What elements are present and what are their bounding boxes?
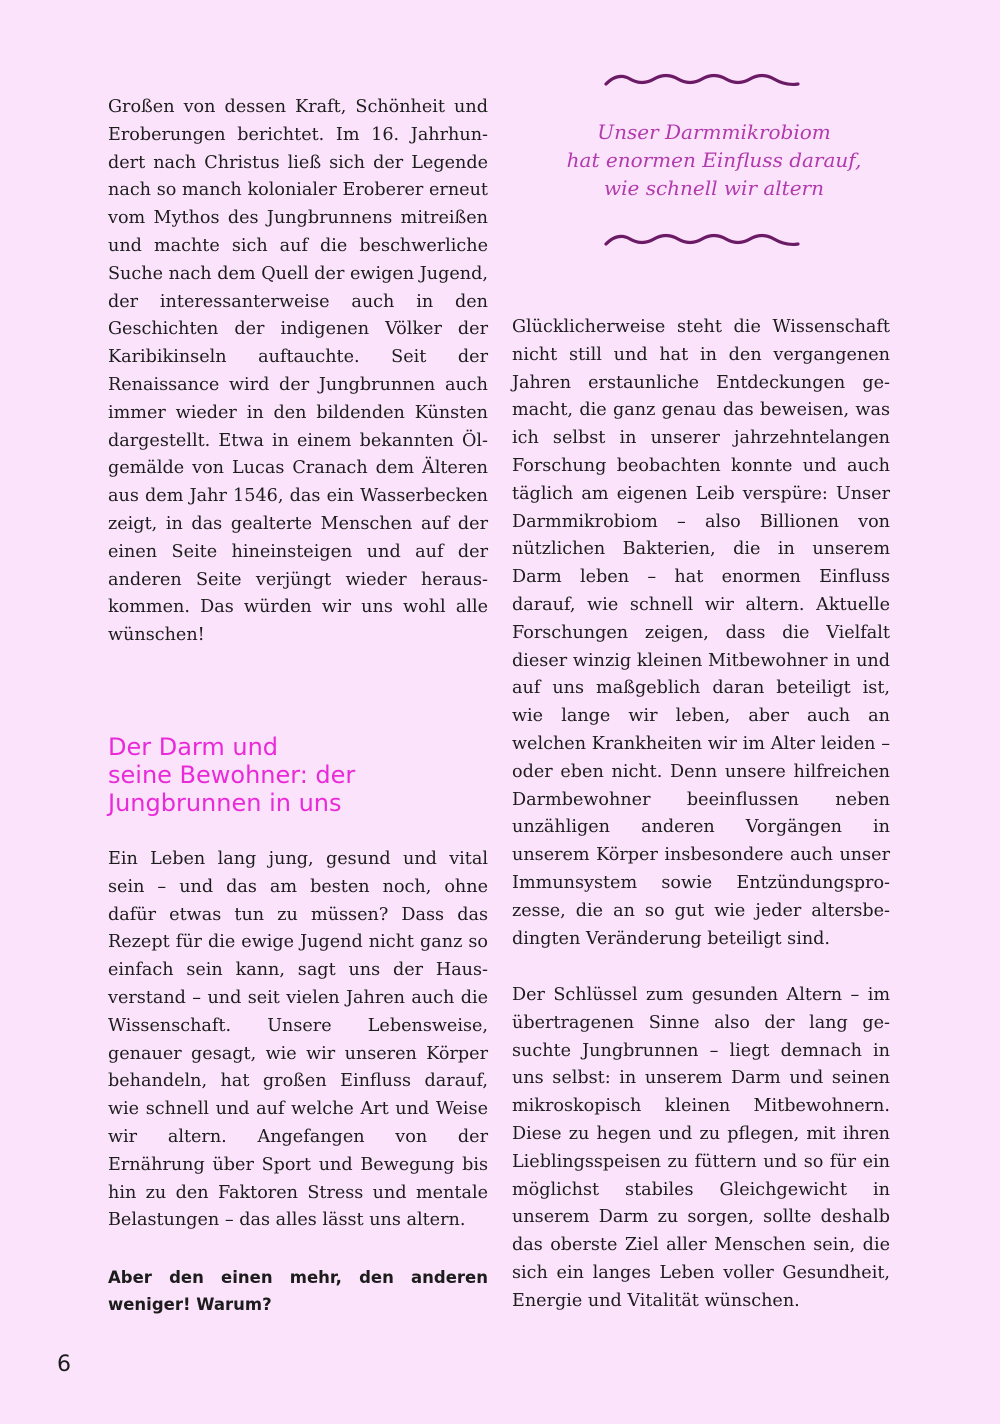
heading-line-2: seine Bewohner: der [108,761,356,789]
section-heading [108,733,488,817]
paragraph-microbiome-research: Glücklicherweise steht die Wissenschaft nicht still und hat in den vergangenen Jahren erstaunliche Entdeckungen gemacht, die ganz genau das beweisen, was ich selbst in unserer jahrzehntelangen Forschung beobachten konnte und auch täglich am eigenen Leib verspüre: Unser Darmmikrobiom – also Billionen von nützlichen Bakterien, die in unserem Darm leben – hat enormen Einfluss darauf, wie schnell wir altern. Aktuelle Forschungen zeigen, dass die Vielfalt dieser winzig kleinen Mitbewohner in und auf uns maßgeblich daran beteiligt ist, wie lange wir leben, aber auch an welchen Krankheiten wir im Alter leiden – oder eben nicht. Denn unsere hilfreichen Darmbewohner beeinflussen neben unzähligen anderen Vorgängen in unserem Körper insbesondere auch unser Immunsystem sowie Entzündungsprozesse, die an so gut wie jeder altersbedingten Veränderung beteiligt sind. [512,317,890,949]
paragraph-key-to-healthy-aging: Der Schlüssel zum gesunden Altern – im übertragenen Sinne also der lang gesuchte Jungbrunnen – liegt demnach in uns selbst: in unserem Darm und seinen mikroskopisch kleinen Mitbewohnern. Diese zu hegen und zu pflegen, mit ihren Lieblingsspeisen zu füttern und so für ein möglichst stabiles Gleichgewicht in unserem Darm zu sorgen, sollte deshalb das oberste Ziel aller Menschen sein, die sich ein langes Leben voller Gesundheit, Energie und Vitalität wünschen. [512,985,890,1311]
heading-line-1: Der Darm und [108,733,279,761]
pull-quote [512,118,916,202]
lead-question: Aber den einen mehr, den anderen weniger! Warum? [108,1268,488,1314]
heading-line-3: Jungbrunnen in uns [108,789,342,817]
paragraph-jungbrunnen-history: Großen von dessen Kraft, Schönheit und Eroberungen berichtet. Im 16. Jahrhundert nach Christus ließ sich der Legende nach so manch kolonialer Eroberer erneut vom Mythos des Jungbrunnens mitreißen und machte sich auf die beschwerliche Suche nach dem Quell der ewigen Jugend, der interessanterweise auch in den Geschichten der indigenen Völker der Karibikinseln auftauchte. Seit der Renaissance wird der Jungbrunnen auch immer wieder in den bildenden Künsten dargestellt. Etwa in einem bekannten Ölgemälde von Lucas Cranach dem Älteren aus dem Jahr 1546, das ein Wasserbecken zeigt, in das gealterte Menschen auf der einen Seite hineinsteigen und auf der anderen Seite verjüngt wieder herauskommen. Das würden wir uns wohl alle wünschen! [108,97,488,646]
quote-line-3: wie schnell wir altern [604,176,824,200]
paragraph-lifestyle-aging: Ein Leben lang jung, gesund und vital sein – und das am besten noch, ohne dafür etwas tun zu müssen? Dass das Rezept für die ewige Jugend nicht ganz so einfach sein kann, sagt uns der Hausverstand – und seit vielen Jahren auch die Wissenschaft. Unsere Lebensweise, genauer gesagt, wie wir unseren Körper behandeln, hat großen Einfluss darauf, wie schnell und auf welche Art und Weise wir altern. Angefangen von der Ernährung über Sport und Bewegung bis hin zu den Faktoren Stress und mentale Belastungen – das alles lässt uns altern. [108,849,488,1231]
quote-line-1: Unser Darmmikrobiom [597,120,831,144]
wavy-line-ornament-top-icon [602,66,802,92]
wavy-line-ornament-bottom-icon [602,226,802,252]
page-number: 6 [57,1352,71,1377]
quote-line-2: hat enormen Einfluss darauf, [566,148,862,172]
